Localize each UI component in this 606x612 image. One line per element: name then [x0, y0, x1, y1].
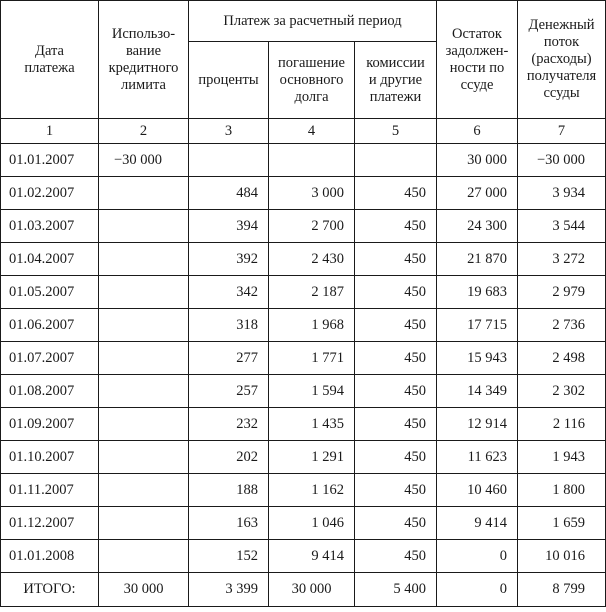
cell-fees: 450 [355, 507, 437, 540]
table-row [1, 210, 606, 243]
cell-credit-use [99, 243, 189, 276]
cell-date: 01.10.2007 [1, 441, 99, 474]
cell-fees: 450 [355, 408, 437, 441]
table-row [1, 309, 606, 342]
table-row [1, 441, 606, 474]
cell-cashflow: 1 659 [518, 507, 606, 540]
cell-fees: 450 [355, 540, 437, 573]
cell-credit-use [99, 342, 189, 375]
cell-credit-use [99, 507, 189, 540]
cell-date: 01.03.2007 [1, 210, 99, 243]
cell-cashflow: 10 016 [518, 540, 606, 573]
table-row [1, 342, 606, 375]
cell-principal: 1 162 [269, 474, 355, 507]
cell-interest: 484 [189, 177, 269, 210]
total-row [1, 573, 606, 607]
cell-date: 01.12.2007 [1, 507, 99, 540]
cell-interest: 152 [189, 540, 269, 573]
cell-date: 01.02.2007 [1, 177, 99, 210]
total-cashflow: 8 799 [518, 573, 606, 607]
header-period-payment: Платеж за расчетный период [189, 1, 437, 42]
table-row [1, 276, 606, 309]
cell-cashflow: 2 302 [518, 375, 606, 408]
cell-cashflow: 3 934 [518, 177, 606, 210]
cell-date: 01.05.2007 [1, 276, 99, 309]
total-label: ИТОГО: [1, 573, 99, 607]
cell-credit-use: −30 000 [99, 144, 189, 177]
cell-balance: 27 000 [437, 177, 518, 210]
cell-balance: 30 000 [437, 144, 518, 177]
cell-fees: 450 [355, 441, 437, 474]
table-row [1, 144, 606, 177]
column-number: 2 [99, 119, 189, 144]
cell-cashflow: 3 544 [518, 210, 606, 243]
cell-cashflow: 2 116 [518, 408, 606, 441]
cell-credit-use [99, 441, 189, 474]
cell-fees [355, 144, 437, 177]
cell-fees: 450 [355, 210, 437, 243]
cell-date: 01.06.2007 [1, 309, 99, 342]
cell-fees: 450 [355, 309, 437, 342]
cell-cashflow: −30 000 [518, 144, 606, 177]
total-credit: 30 000 [99, 573, 189, 607]
header-row-1 [1, 1, 606, 42]
cell-principal [269, 144, 355, 177]
cell-credit-use [99, 408, 189, 441]
table-row [1, 375, 606, 408]
cell-cashflow: 1 943 [518, 441, 606, 474]
column-number: 3 [189, 119, 269, 144]
header-credit-use: Использо- вание кредитного лимита [99, 1, 189, 119]
cell-principal: 2 700 [269, 210, 355, 243]
table-row [1, 507, 606, 540]
cell-principal: 1 435 [269, 408, 355, 441]
cell-date: 01.08.2007 [1, 375, 99, 408]
cell-interest: 392 [189, 243, 269, 276]
cell-principal: 1 594 [269, 375, 355, 408]
table-row [1, 408, 606, 441]
cell-principal: 9 414 [269, 540, 355, 573]
cell-fees: 450 [355, 276, 437, 309]
column-number: 7 [518, 119, 606, 144]
table-body [1, 144, 606, 573]
cell-cashflow: 2 498 [518, 342, 606, 375]
cell-credit-use [99, 210, 189, 243]
cell-interest: 202 [189, 441, 269, 474]
cell-credit-use [99, 474, 189, 507]
cell-interest [189, 144, 269, 177]
cell-cashflow: 1 800 [518, 474, 606, 507]
header-date: Дата платежа [1, 1, 99, 119]
cell-interest: 188 [189, 474, 269, 507]
cell-balance: 0 [437, 540, 518, 573]
cell-interest: 232 [189, 408, 269, 441]
cell-balance: 21 870 [437, 243, 518, 276]
cell-interest: 163 [189, 507, 269, 540]
column-number: 6 [437, 119, 518, 144]
cell-balance: 9 414 [437, 507, 518, 540]
cell-fees: 450 [355, 474, 437, 507]
cell-date: 01.01.2007 [1, 144, 99, 177]
cell-cashflow: 2 979 [518, 276, 606, 309]
cell-balance: 12 914 [437, 408, 518, 441]
cell-date: 01.04.2007 [1, 243, 99, 276]
total-balance: 0 [437, 573, 518, 607]
cell-balance: 15 943 [437, 342, 518, 375]
total-principal: 30 000 [269, 573, 355, 607]
cell-fees: 450 [355, 177, 437, 210]
cell-date: 01.01.2008 [1, 540, 99, 573]
cell-date: 01.11.2007 [1, 474, 99, 507]
cell-date: 01.07.2007 [1, 342, 99, 375]
cell-principal: 1 771 [269, 342, 355, 375]
cell-balance: 17 715 [437, 309, 518, 342]
cell-interest: 318 [189, 309, 269, 342]
column-number: 1 [1, 119, 99, 144]
cell-cashflow: 2 736 [518, 309, 606, 342]
cell-fees: 450 [355, 375, 437, 408]
table-row [1, 243, 606, 276]
total-interest: 3 399 [189, 573, 269, 607]
cell-balance: 10 460 [437, 474, 518, 507]
cell-credit-use [99, 375, 189, 408]
cell-principal: 1 291 [269, 441, 355, 474]
cell-interest: 277 [189, 342, 269, 375]
cell-interest: 342 [189, 276, 269, 309]
cell-balance: 11 623 [437, 441, 518, 474]
cell-interest: 394 [189, 210, 269, 243]
header-principal: погашение основного долга [269, 42, 355, 119]
cell-fees: 450 [355, 243, 437, 276]
cell-principal: 1 968 [269, 309, 355, 342]
cell-credit-use [99, 540, 189, 573]
column-number: 4 [269, 119, 355, 144]
cell-principal: 2 187 [269, 276, 355, 309]
header-fees: комиссии и другие платежи [355, 42, 437, 119]
column-number: 5 [355, 119, 437, 144]
table-row [1, 474, 606, 507]
table-row [1, 540, 606, 573]
header-interest: проценты [189, 42, 269, 119]
cell-principal: 3 000 [269, 177, 355, 210]
cell-interest: 257 [189, 375, 269, 408]
cell-fees: 450 [355, 342, 437, 375]
cell-credit-use [99, 177, 189, 210]
header-balance: Остаток задолжен- ности по ссуде [437, 1, 518, 119]
cell-balance: 19 683 [437, 276, 518, 309]
cell-credit-use [99, 309, 189, 342]
cell-cashflow: 3 272 [518, 243, 606, 276]
cell-principal: 1 046 [269, 507, 355, 540]
table-row [1, 177, 606, 210]
header-cashflow: Денежный поток (расходы) получателя ссуды [518, 1, 606, 119]
cell-date: 01.09.2007 [1, 408, 99, 441]
cell-credit-use [99, 276, 189, 309]
cell-principal: 2 430 [269, 243, 355, 276]
total-fees: 5 400 [355, 573, 437, 607]
cell-balance: 14 349 [437, 375, 518, 408]
column-number-row [1, 119, 606, 144]
cell-balance: 24 300 [437, 210, 518, 243]
